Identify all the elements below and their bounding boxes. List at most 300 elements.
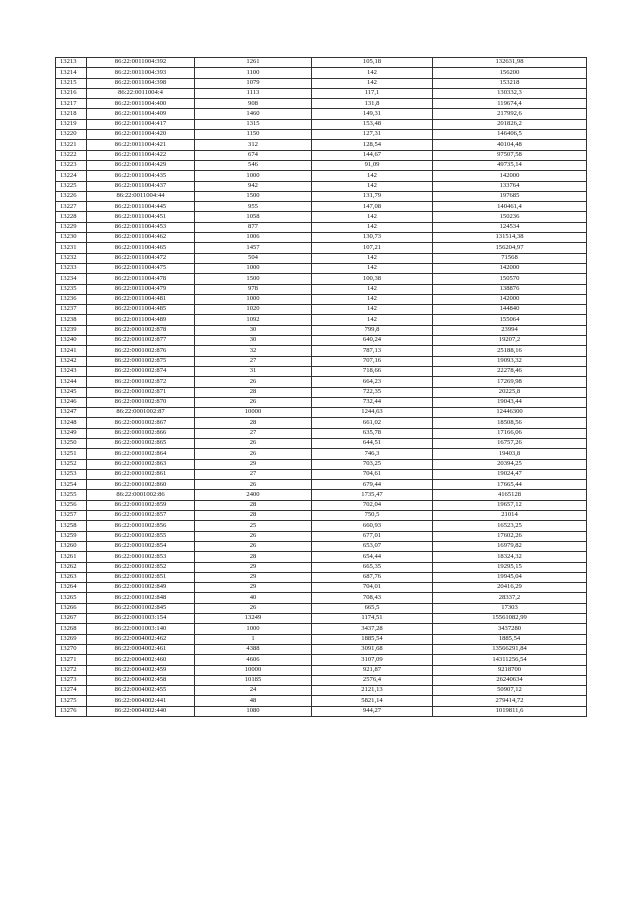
area-cell: 27	[195, 428, 312, 438]
row-number-cell: 13272	[56, 665, 87, 675]
cadastral-value-cell: 150570	[433, 274, 587, 284]
row-number-cell: 13256	[56, 500, 87, 510]
row-number-cell: 13265	[56, 593, 87, 603]
cadastral-value-cell: 119674,4	[433, 99, 587, 109]
cadastral-value-cell: 18324,32	[433, 552, 587, 562]
cadastral-value-cell: 40104,48	[433, 140, 587, 150]
specific-value-cell: 635,78	[312, 428, 433, 438]
table-row	[56, 480, 587, 490]
cadastral-number-cell: 86:22:0004002:440	[87, 706, 195, 716]
specific-value-cell: 142	[312, 294, 433, 304]
row-number-cell: 13220	[56, 130, 87, 140]
row-number-cell: 13247	[56, 408, 87, 418]
specific-value-cell: 944,27	[312, 706, 433, 716]
cadastral-value-cell: 17602,26	[433, 531, 587, 541]
cadastral-number-cell: 86:22:0011004:478	[87, 274, 195, 284]
cadastral-value-cell: 19043,44	[433, 397, 587, 407]
area-cell: 1092	[195, 315, 312, 325]
cadastral-value-cell: 142000	[433, 263, 587, 273]
cadastral-number-cell: 86:22:0001002:875	[87, 356, 195, 366]
area-cell: 13249	[195, 614, 312, 624]
cadastral-value-cell: 23994	[433, 325, 587, 335]
row-number-cell: 13222	[56, 150, 87, 160]
area-cell: 26	[195, 480, 312, 490]
cadastral-number-cell: 86:22:0001002:857	[87, 511, 195, 521]
specific-value-cell: 704,61	[312, 469, 433, 479]
specific-value-cell: 2576,4	[312, 675, 433, 685]
row-number-cell: 13244	[56, 377, 87, 387]
table-row	[56, 68, 587, 78]
cadastral-number-cell: 86:22:0001002:876	[87, 346, 195, 356]
area-cell: 877	[195, 222, 312, 232]
table-row	[56, 202, 587, 212]
specific-value-cell: 131,79	[312, 191, 433, 201]
area-cell: 24	[195, 686, 312, 696]
table-row	[56, 171, 587, 181]
specific-value-cell: 702,04	[312, 500, 433, 510]
table-row	[56, 150, 587, 160]
cadastral-number-cell: 86:22:0004002:459	[87, 665, 195, 675]
cadastral-number-cell: 86:22:0011004:472	[87, 253, 195, 263]
row-number-cell: 13267	[56, 614, 87, 624]
cadastral-value-cell: 3437280	[433, 624, 587, 634]
area-cell: 1020	[195, 305, 312, 315]
cadastral-number-cell: 86:22:0011004:398	[87, 78, 195, 88]
specific-value-cell: 3107,09	[312, 655, 433, 665]
table-row	[56, 572, 587, 582]
cadastral-value-cell: 153218	[433, 78, 587, 88]
table-row	[56, 243, 587, 253]
specific-value-cell: 142	[312, 78, 433, 88]
specific-value-cell: 664,23	[312, 377, 433, 387]
specific-value-cell: 3091,68	[312, 644, 433, 654]
table-row	[56, 119, 587, 129]
cadastral-value-cell: 155064	[433, 315, 587, 325]
specific-value-cell: 746,3	[312, 449, 433, 459]
area-cell: 1006	[195, 233, 312, 243]
area-cell: 26	[195, 438, 312, 448]
area-cell: 1261	[195, 58, 312, 68]
row-number-cell: 13257	[56, 511, 87, 521]
cadastral-number-cell: 86:22:0011004:392	[87, 58, 195, 68]
row-number-cell: 13215	[56, 78, 87, 88]
cadastral-number-cell: 86:22:0001002:878	[87, 325, 195, 335]
cadastral-number-cell: 86:22:0001002:860	[87, 480, 195, 490]
specific-value-cell: 799,8	[312, 325, 433, 335]
cadastral-value-cell: 16523,25	[433, 521, 587, 531]
area-cell: 31	[195, 366, 312, 376]
table-row	[56, 315, 587, 325]
cadastral-value-cell: 17303	[433, 603, 587, 613]
table-row	[56, 346, 587, 356]
cadastral-number-cell: 86:22:0001002:866	[87, 428, 195, 438]
table-row	[56, 305, 587, 315]
table-row	[56, 675, 587, 685]
area-cell: 26	[195, 603, 312, 613]
table-row	[56, 634, 587, 644]
row-number-cell: 13243	[56, 366, 87, 376]
cadastral-number-cell: 86:22:0011004:475	[87, 263, 195, 273]
cadastral-value-cell: 28337,2	[433, 593, 587, 603]
cadastral-number-cell: 86:22:0001002:86	[87, 490, 195, 500]
table-row	[56, 593, 587, 603]
cadastral-value-cell: 26240634	[433, 675, 587, 685]
row-number-cell: 13251	[56, 449, 87, 459]
cadastral-value-cell: 132631,98	[433, 58, 587, 68]
row-number-cell: 13232	[56, 253, 87, 263]
area-cell: 26	[195, 377, 312, 387]
area-cell: 10000	[195, 665, 312, 675]
row-number-cell: 13269	[56, 634, 87, 644]
specific-value-cell: 665,35	[312, 562, 433, 572]
row-number-cell: 13237	[56, 305, 87, 315]
cadastral-value-cell: 50907,12	[433, 686, 587, 696]
specific-value-cell: 5821,14	[312, 696, 433, 706]
cadastral-number-cell: 86:22:0011004:409	[87, 109, 195, 119]
row-number-cell: 13229	[56, 222, 87, 232]
cadastral-number-cell: 86:22:0001002:87	[87, 408, 195, 418]
specific-value-cell: 91,09	[312, 160, 433, 170]
cadastral-value-cell: 142000	[433, 294, 587, 304]
cadastral-value-cell: 19093,32	[433, 356, 587, 366]
specific-value-cell: 153,48	[312, 119, 433, 129]
row-number-cell: 13259	[56, 531, 87, 541]
row-number-cell: 13266	[56, 603, 87, 613]
table-row	[56, 387, 587, 397]
specific-value-cell: 142	[312, 253, 433, 263]
cadastral-value-cell: 20225,8	[433, 387, 587, 397]
cadastral-number-cell: 86:22:0011004:429	[87, 160, 195, 170]
area-cell: 1080	[195, 706, 312, 716]
table-row	[56, 552, 587, 562]
cadastral-number-cell: 86:22:0011004:485	[87, 305, 195, 315]
table-row	[56, 284, 587, 294]
area-cell: 28	[195, 511, 312, 521]
area-cell: 1	[195, 634, 312, 644]
row-number-cell: 13254	[56, 480, 87, 490]
row-number-cell: 13263	[56, 572, 87, 582]
cadastral-value-cell: 133764	[433, 181, 587, 191]
specific-value-cell: 144,67	[312, 150, 433, 160]
row-number-cell: 13224	[56, 171, 87, 181]
row-number-cell: 13271	[56, 655, 87, 665]
cadastral-value-cell: 13566291,84	[433, 644, 587, 654]
cadastral-value-cell: 17166,06	[433, 428, 587, 438]
table-row	[56, 665, 587, 675]
table-row	[56, 696, 587, 706]
specific-value-cell: 679,44	[312, 480, 433, 490]
area-cell: 504	[195, 253, 312, 263]
area-cell: 1315	[195, 119, 312, 129]
specific-value-cell: 142	[312, 284, 433, 294]
table-row	[56, 263, 587, 273]
cadastral-value-cell: 1885,54	[433, 634, 587, 644]
cadastral-value-cell: 217992,6	[433, 109, 587, 119]
area-cell: 1113	[195, 88, 312, 98]
area-cell: 1460	[195, 109, 312, 119]
area-cell: 29	[195, 562, 312, 572]
specific-value-cell: 142	[312, 68, 433, 78]
row-number-cell: 13275	[56, 696, 87, 706]
cadastral-number-cell: 86:22:0011004:400	[87, 99, 195, 109]
row-number-cell: 13261	[56, 552, 87, 562]
area-cell: 1457	[195, 243, 312, 253]
cadastral-value-cell: 97507,58	[433, 150, 587, 160]
cadastral-number-cell: 86:22:0001002:854	[87, 541, 195, 551]
cadastral-number-cell: 86:22:0001002:852	[87, 562, 195, 572]
specific-value-cell: 3437,28	[312, 624, 433, 634]
cadastral-number-cell: 86:22:0001002:867	[87, 418, 195, 428]
cadastral-number-cell: 86:22:0001002:849	[87, 583, 195, 593]
specific-value-cell: 732,44	[312, 397, 433, 407]
cadastral-number-cell: 86:22:0001002:845	[87, 603, 195, 613]
row-number-cell: 13217	[56, 99, 87, 109]
specific-value-cell: 2121,13	[312, 686, 433, 696]
specific-value-cell: 750,5	[312, 511, 433, 521]
cadastral-number-cell: 86:22:0004002:460	[87, 655, 195, 665]
cadastral-value-cell: 19403,8	[433, 449, 587, 459]
table-row	[56, 418, 587, 428]
specific-value-cell: 100,38	[312, 274, 433, 284]
cadastral-number-cell: 86:22:0004002:462	[87, 634, 195, 644]
row-number-cell: 13245	[56, 387, 87, 397]
cadastral-value-cell: 279414,72	[433, 696, 587, 706]
cadastral-number-cell: 86:22:0011004:451	[87, 212, 195, 222]
specific-value-cell: 117,1	[312, 88, 433, 98]
area-cell: 40	[195, 593, 312, 603]
specific-value-cell: 142	[312, 212, 433, 222]
table-row	[56, 469, 587, 479]
specific-value-cell: 142	[312, 222, 433, 232]
row-number-cell: 13253	[56, 469, 87, 479]
row-number-cell: 13250	[56, 438, 87, 448]
area-cell: 26	[195, 531, 312, 541]
row-number-cell: 13235	[56, 284, 87, 294]
table-row	[56, 603, 587, 613]
cadastral-value-cell: 17269,98	[433, 377, 587, 387]
row-number-cell: 13231	[56, 243, 87, 253]
specific-value-cell: 147,08	[312, 202, 433, 212]
row-number-cell: 13242	[56, 356, 87, 366]
table-row	[56, 449, 587, 459]
area-cell: 27	[195, 356, 312, 366]
table-row	[56, 99, 587, 109]
area-cell: 30	[195, 336, 312, 346]
table-row	[56, 541, 587, 551]
specific-value-cell: 1885,54	[312, 634, 433, 644]
land-cadastral-value-table	[55, 57, 587, 717]
area-cell: 1000	[195, 171, 312, 181]
cadastral-value-cell: 150236	[433, 212, 587, 222]
area-cell: 908	[195, 99, 312, 109]
cadastral-number-cell: 86:22:0001002:859	[87, 500, 195, 510]
specific-value-cell: 130,73	[312, 233, 433, 243]
row-number-cell: 13258	[56, 521, 87, 531]
row-number-cell: 13274	[56, 686, 87, 696]
area-cell: 26	[195, 541, 312, 551]
row-number-cell: 13228	[56, 212, 87, 222]
area-cell: 30	[195, 325, 312, 335]
area-cell: 26	[195, 449, 312, 459]
cadastral-value-cell: 18508,56	[433, 418, 587, 428]
area-cell: 546	[195, 160, 312, 170]
row-number-cell: 13221	[56, 140, 87, 150]
row-number-cell: 13225	[56, 181, 87, 191]
specific-value-cell: 787,13	[312, 346, 433, 356]
specific-value-cell: 708,43	[312, 593, 433, 603]
table-row	[56, 500, 587, 510]
area-cell: 1000	[195, 624, 312, 634]
cadastral-value-cell: 14311256,54	[433, 655, 587, 665]
row-number-cell: 13276	[56, 706, 87, 716]
table-row	[56, 222, 587, 232]
area-cell: 29	[195, 583, 312, 593]
table-row	[56, 706, 587, 716]
table-row	[56, 644, 587, 654]
cadastral-value-cell: 19295,15	[433, 562, 587, 572]
row-number-cell: 13262	[56, 562, 87, 572]
area-cell: 29	[195, 572, 312, 582]
cadastral-value-cell: 19207,2	[433, 336, 587, 346]
row-number-cell: 13236	[56, 294, 87, 304]
cadastral-value-cell: 20416,29	[433, 583, 587, 593]
area-cell: 1000	[195, 294, 312, 304]
area-cell: 955	[195, 202, 312, 212]
cadastral-value-cell: 22278,46	[433, 366, 587, 376]
row-number-cell: 13260	[56, 541, 87, 551]
area-cell: 1100	[195, 68, 312, 78]
cadastral-value-cell: 156200	[433, 68, 587, 78]
specific-value-cell: 128,54	[312, 140, 433, 150]
specific-value-cell: 1174,51	[312, 614, 433, 624]
table-row	[56, 274, 587, 284]
cadastral-number-cell: 86:22:0004002:458	[87, 675, 195, 685]
specific-value-cell: 142	[312, 181, 433, 191]
table-row	[56, 377, 587, 387]
row-number-cell: 13234	[56, 274, 87, 284]
area-cell: 29	[195, 459, 312, 469]
table-row	[56, 336, 587, 346]
area-cell: 28	[195, 418, 312, 428]
specific-value-cell: 640,24	[312, 336, 433, 346]
area-cell: 942	[195, 181, 312, 191]
row-number-cell: 13248	[56, 418, 87, 428]
row-number-cell: 13240	[56, 336, 87, 346]
area-cell: 32	[195, 346, 312, 356]
cadastral-value-cell: 130332,3	[433, 88, 587, 98]
cadastral-number-cell: 86:22:0001002:853	[87, 552, 195, 562]
cadastral-number-cell: 86:22:0011004:422	[87, 150, 195, 160]
specific-value-cell: 142	[312, 263, 433, 273]
table-row	[56, 88, 587, 98]
table-row	[56, 356, 587, 366]
table-row	[56, 366, 587, 376]
table-row	[56, 109, 587, 119]
cadastral-value-cell: 19945,04	[433, 572, 587, 582]
table-row	[56, 58, 587, 68]
cadastral-value-cell: 16757,26	[433, 438, 587, 448]
row-number-cell: 13239	[56, 325, 87, 335]
table-body	[56, 58, 587, 717]
cadastral-number-cell: 86:22:0011004:479	[87, 284, 195, 294]
table-row	[56, 459, 587, 469]
row-number-cell: 13246	[56, 397, 87, 407]
table-row	[56, 130, 587, 140]
area-cell: 26	[195, 397, 312, 407]
cadastral-value-cell: 138876	[433, 284, 587, 294]
cadastral-number-cell: 86:22:0001002:861	[87, 469, 195, 479]
cadastral-value-cell: 144840	[433, 305, 587, 315]
area-cell: 312	[195, 140, 312, 150]
cadastral-number-cell: 86:22:0001002:865	[87, 438, 195, 448]
cadastral-value-cell: 142000	[433, 171, 587, 181]
cadastral-value-cell: 21014	[433, 511, 587, 521]
cadastral-value-cell: 156204,97	[433, 243, 587, 253]
area-cell: 1079	[195, 78, 312, 88]
table-row	[56, 191, 587, 201]
area-cell: 28	[195, 552, 312, 562]
table-row	[56, 325, 587, 335]
specific-value-cell: 1735,47	[312, 490, 433, 500]
cadastral-value-cell: 19657,12	[433, 500, 587, 510]
row-number-cell: 13213	[56, 58, 87, 68]
row-number-cell: 13241	[56, 346, 87, 356]
cadastral-number-cell: 86:22:0011004:437	[87, 181, 195, 191]
table-row	[56, 78, 587, 88]
cadastral-value-cell: 16979,82	[433, 541, 587, 551]
cadastral-value-cell: 19024,47	[433, 469, 587, 479]
cadastral-number-cell: 86:22:0004002:461	[87, 644, 195, 654]
area-cell: 1500	[195, 191, 312, 201]
cadastral-number-cell: 86:22:0011004:481	[87, 294, 195, 304]
row-number-cell: 13226	[56, 191, 87, 201]
cadastral-number-cell: 86:22:0001002:856	[87, 521, 195, 531]
specific-value-cell: 149,31	[312, 109, 433, 119]
table-row	[56, 160, 587, 170]
cadastral-number-cell: 86:22:0011004:4	[87, 88, 195, 98]
cadastral-number-cell: 86:22:0011004:465	[87, 243, 195, 253]
cadastral-number-cell: 86:22:0001002:870	[87, 397, 195, 407]
area-cell: 1500	[195, 274, 312, 284]
area-cell: 2400	[195, 490, 312, 500]
area-cell: 674	[195, 150, 312, 160]
specific-value-cell: 722,35	[312, 387, 433, 397]
row-number-cell: 13216	[56, 88, 87, 98]
specific-value-cell: 704,01	[312, 583, 433, 593]
cadastral-number-cell: 86:22:0011004:421	[87, 140, 195, 150]
cadastral-value-cell: 15561082,99	[433, 614, 587, 624]
cadastral-value-cell: 20394,25	[433, 459, 587, 469]
table-row	[56, 686, 587, 696]
cadastral-number-cell: 86:22:0011004:462	[87, 233, 195, 243]
table-row	[56, 531, 587, 541]
row-number-cell: 13223	[56, 160, 87, 170]
area-cell: 28	[195, 500, 312, 510]
specific-value-cell: 107,21	[312, 243, 433, 253]
cadastral-number-cell: 86:22:0001003:154	[87, 614, 195, 624]
row-number-cell: 13270	[56, 644, 87, 654]
cadastral-number-cell: 86:22:0011004:417	[87, 119, 195, 129]
specific-value-cell: 718,66	[312, 366, 433, 376]
row-number-cell: 13233	[56, 263, 87, 273]
row-number-cell: 13249	[56, 428, 87, 438]
row-number-cell: 13273	[56, 675, 87, 685]
area-cell: 1058	[195, 212, 312, 222]
row-number-cell: 13219	[56, 119, 87, 129]
row-number-cell: 13252	[56, 459, 87, 469]
area-cell: 1000	[195, 263, 312, 273]
table-row	[56, 583, 587, 593]
